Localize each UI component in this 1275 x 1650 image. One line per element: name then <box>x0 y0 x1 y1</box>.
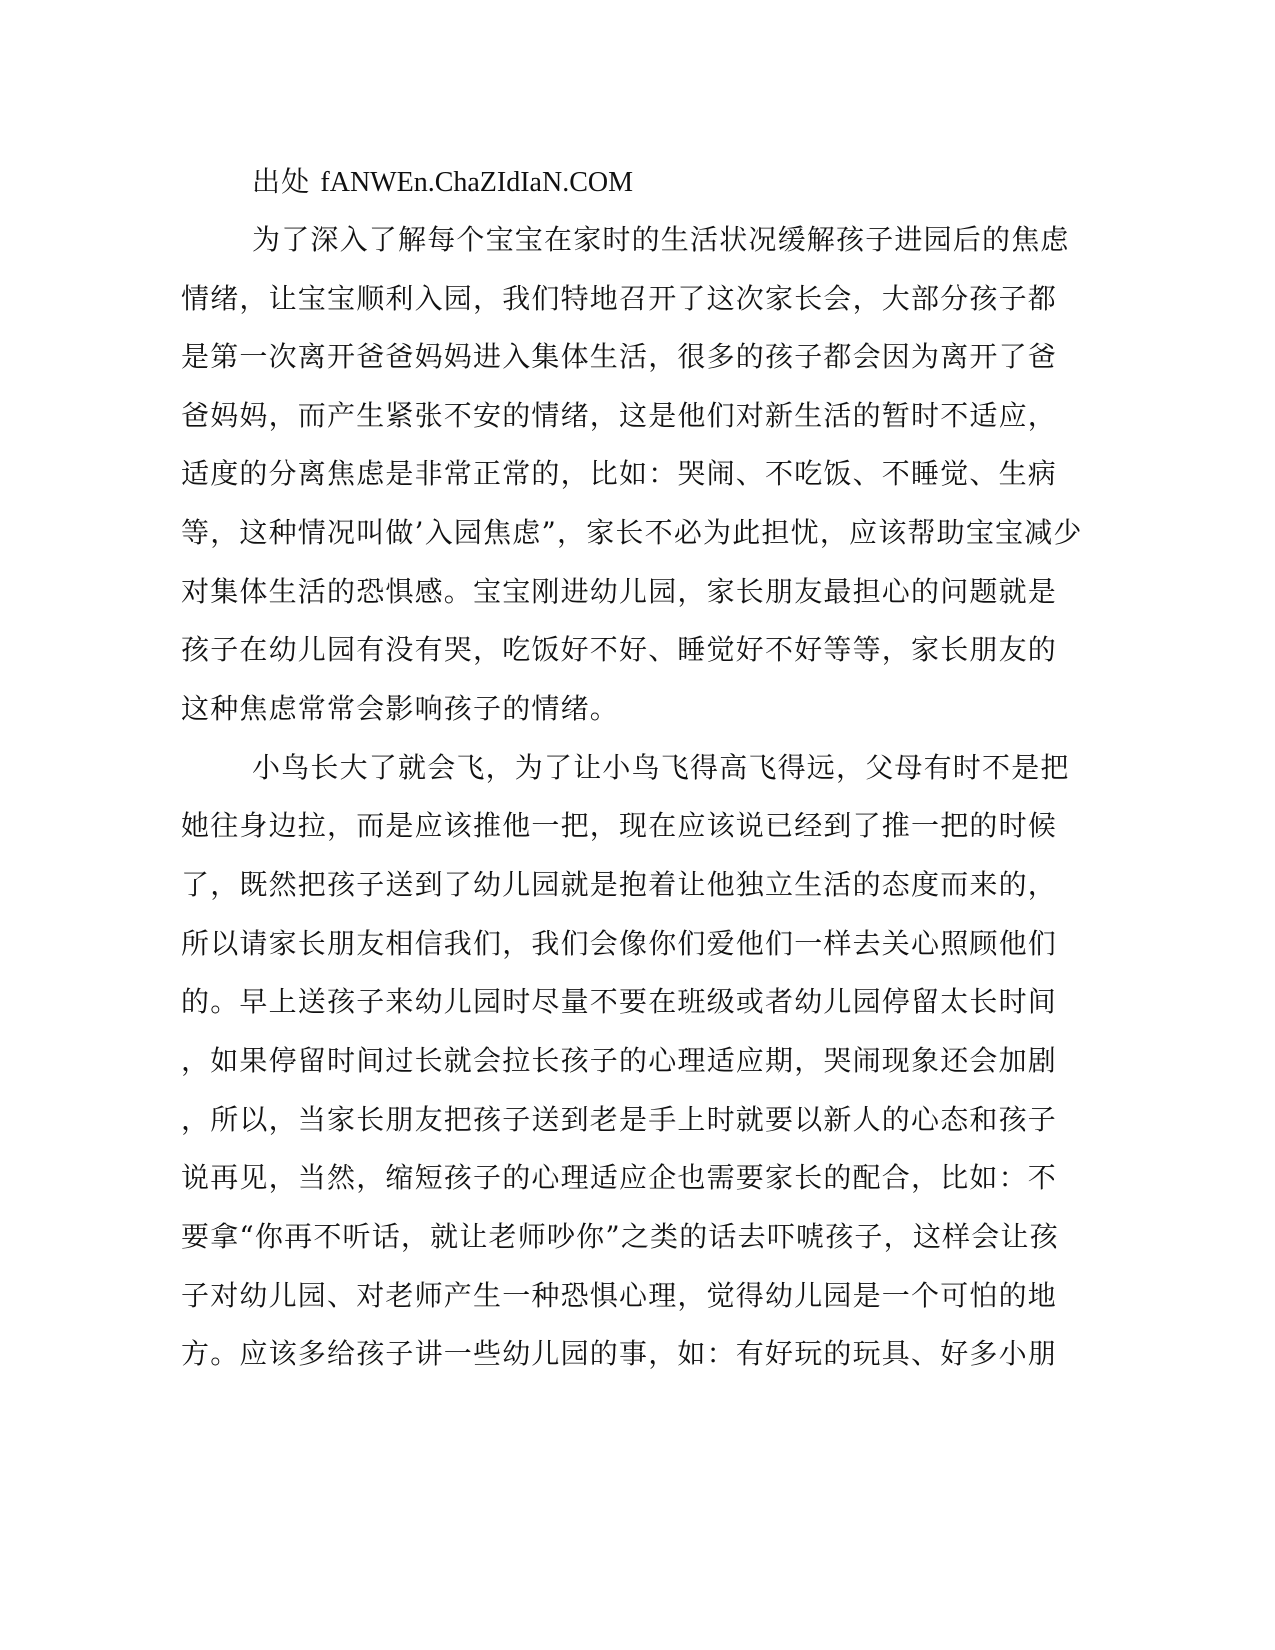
paragraph-line: ，如果停留时间过长就会拉长孩子的心理适应期，哭闹现象还会加剧 <box>181 1044 1058 1077</box>
paragraph-line: 说再见，当然，缩短孩子的心理适应企也需要家长的配合，比如：不 <box>181 1161 1058 1194</box>
source-label: 出处 <box>252 165 311 198</box>
source-line <box>252 162 633 202</box>
paragraph-line: 小鸟长大了就会飞，为了让小鸟飞得高飞得远，父母有时不是把 <box>252 751 1070 784</box>
paragraph-line: ，所以，当家长朋友把孩子送到老是手上时就要以新人的心态和孩子 <box>181 1103 1058 1136</box>
paragraph-line: 是第一次离开爸爸妈妈进入集体生活，很多的孩子都会因为离开了爸 <box>181 340 1058 373</box>
paragraph-line: 方。应该多给孩子讲一些幼儿园的事，如：有好玩的玩具、好多小朋 <box>181 1337 1058 1370</box>
source-url: fANWEn.ChaZIdIaN.COM <box>320 167 633 198</box>
paragraph-line: 要拿“你再不听话，就让老师吵你”之类的话去吓唬孩子，这样会让孩 <box>181 1220 1059 1253</box>
paragraph-line: 爸妈妈，而产生紧张不安的情绪，这是他们对新生活的暂时不适应， <box>181 399 1058 432</box>
paragraph-line: 孩子在幼儿园有没有哭，吃饭好不好、睡觉好不好等等，家长朋友的 <box>181 633 1058 666</box>
paragraph-line: 这种焦虑常常会影响孩子的情绪。 <box>181 692 620 725</box>
paragraph-line: 她往身边拉，而是应该推他一把，现在应该说已经到了推一把的时候 <box>181 809 1058 842</box>
paragraph-line: 的。早上送孩子来幼儿园时尽量不要在班级或者幼儿园停留太长时间 <box>181 985 1058 1018</box>
paragraph-line: 等，这种情况叫做’入园焦虑”，家长不必为此担忧，应该帮助宝宝减少 <box>181 516 1083 549</box>
paragraph-line: 适度的分离焦虑是非常正常的，比如：哭闹、不吃饭、不睡觉、生病 <box>181 457 1058 490</box>
paragraph-line: 子对幼儿园、对老师产生一种恐惧心理，觉得幼儿园是一个可怕的地 <box>181 1279 1058 1312</box>
paragraph-line: 情绪，让宝宝顺利入园，我们特地召开了这次家长会，大部分孩子都 <box>181 282 1058 315</box>
paragraph-line: 对集体生活的恐惧感。宝宝刚进幼儿园，家长朋友最担心的问题就是 <box>181 575 1058 608</box>
paragraph-line: 为了深入了解每个宝宝在家时的生活状况缓解孩子进园后的焦虑 <box>252 223 1070 256</box>
paragraph-line: 了，既然把孩子送到了幼儿园就是抱着让他独立生活的态度而来的， <box>181 868 1058 901</box>
paragraph-line: 所以请家长朋友相信我们，我们会像你们爱他们一样去关心照顾他们 <box>181 927 1058 960</box>
